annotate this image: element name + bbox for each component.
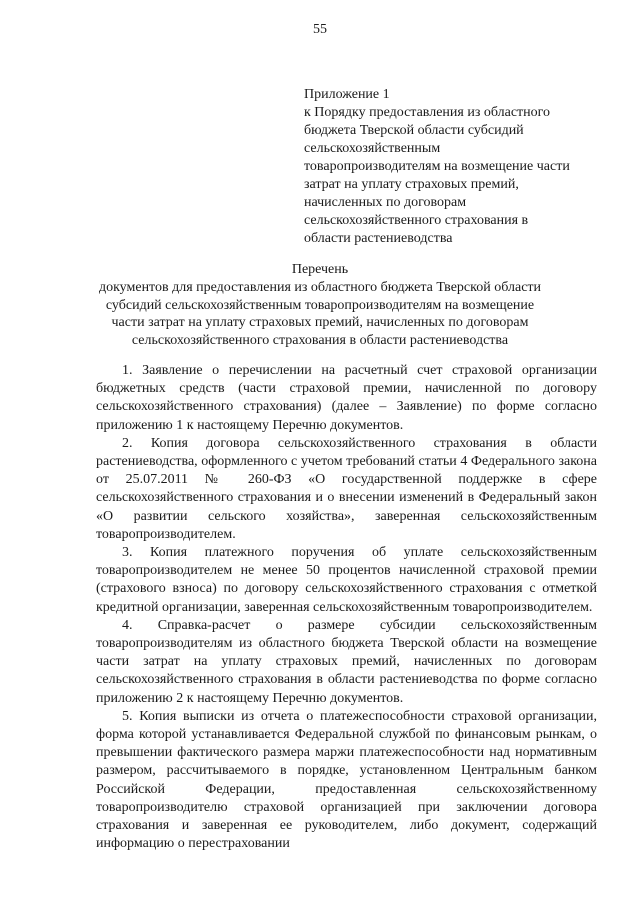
appendix-line: сельскохозяйственным [304, 141, 441, 156]
list-item-4: 4. Справка-расчет о размере субсидии сельскохозяйственным товаропроизводителям из областного бюджета Тверской области на возмещение части затрат на уплату страховых премий, начисленных по договорам сельскохозяйственного страхования в области растениеводства по форме согласно приложению 2 к настоящему Перечню документов. [96, 617, 597, 706]
appendix-line: Приложение 1 [304, 87, 390, 102]
document-heading: Перечень [291, 262, 349, 277]
appendix-block [304, 86, 604, 248]
appendix-line: области растениеводства [304, 231, 453, 246]
appendix-line: начисленных по договорам [304, 195, 467, 210]
list-item-2: 2. Копия договора сельскохозяйственного страхования в области растениеводства, оформленного с учетом требований статьи 4 Федерального закона от 25.07.2011 № 260-ФЗ «О государственной поддержке в сфере сельскохозяйственного страхования и о внесении изменений в Федеральный закон «О развитии сельского хозяйства», заверенная сельскохозяйственным товаропроизводителем. [96, 435, 597, 542]
document-subtitle [0, 279, 640, 349]
subtitle-line: части затрат на уплату страховых премий, начисленных по договорам [111, 315, 529, 330]
subtitle-line: документов для предоставления из областного бюджета Тверской области [98, 280, 542, 295]
list-item-5: 5. Копия выписки из отчета о платежеспособности страховой организации, форма которой устанавливается Федеральной службой по финансовым рынкам, о превышении фактического размера маржи платежеспособности над нормативным размером, рассчитываемого в порядке, установленном Центральным банком Российской Федерации, предоставленная сельскохозяйственному товаропроизводителю страховой организацией при заключении договора страхования и заверенная ее руководителем, либо документ, содержащий информацию о перестраховании [96, 708, 597, 852]
list-item-1: 1. Заявление о перечислении на расчетный счет страховой организации бюджетных средств (части страховой премии, начисленной по договору сельскохозяйственного страхования) (далее – Заявление) по форме согласно приложению 1 к настоящему Перечню документов. [96, 363, 597, 433]
document-body [96, 362, 597, 853]
subtitle-line: сельскохозяйственного страхования в области растениеводства [131, 332, 509, 348]
appendix-line: бюджета Тверской области субсидий [304, 123, 524, 138]
appendix-line: сельскохозяйственного страхования в [304, 213, 529, 228]
appendix-line: затрат на уплату страховых премий, [304, 177, 519, 192]
list-item-3: 3. Копия платежного поручения об уплате сельскохозяйственным товаропроизводителем не менее 50 процентов начисленной страховой премии (страхового взноса) по договору сельскохозяйственного страхования с отметкой кредитной организации, заверенная сельскохозяйственным товаропроизводителем. [96, 545, 597, 615]
page-number: 55 [313, 22, 327, 37]
appendix-line: к Порядку предоставления из областного [304, 105, 551, 120]
appendix-line: товаропроизводителям на возмещение части [304, 159, 570, 174]
subtitle-line: субсидий сельскохозяйственным товаропроизводителям на возмещение [105, 297, 535, 313]
